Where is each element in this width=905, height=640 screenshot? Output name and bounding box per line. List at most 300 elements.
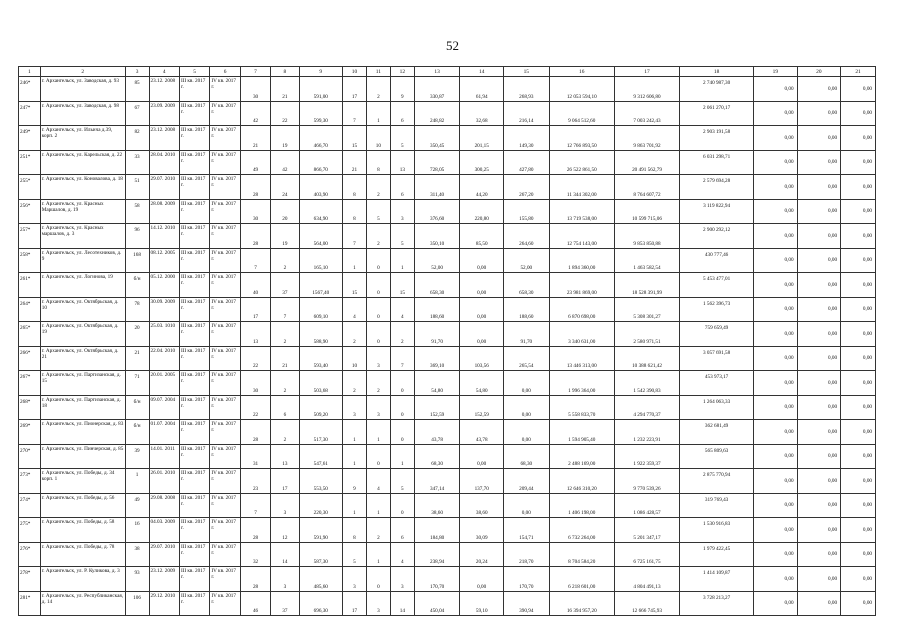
cell-resettled-count: 3 [271, 493, 299, 518]
cell-planned-end: IV кв. 2017 г. [210, 567, 240, 592]
cell-cost-local: 0,00 [754, 297, 798, 322]
cell-planned-end: IV кв. 2017 г. [210, 101, 240, 126]
table-row [19, 518, 876, 543]
cell-cost-extra: 0,00 [797, 591, 841, 616]
cell-planned-start: III кв. 2017 г. [179, 175, 209, 200]
cell-area-total: 350,10 [414, 224, 460, 249]
cell-house-number: 1 [125, 469, 149, 494]
cell-row-number: 247* [19, 101, 41, 126]
cell-address: г. Архангельск, ул. Пинчерская, д. 85 [40, 444, 125, 469]
cell-area-total: 248,82 [414, 101, 460, 126]
cell-row-number: 265* [19, 322, 41, 347]
cell-recognition-date: 20.01. 2005 [149, 371, 179, 396]
housing-program-table [18, 66, 876, 616]
table-row [19, 297, 876, 322]
cell-area-municipal: 0,00 [503, 420, 549, 445]
cell-planned-end: IV кв. 2017 г. [210, 346, 240, 371]
cell-planned-start: III кв. 2017 г. [179, 101, 209, 126]
cell-resettled-count: 22 [271, 101, 299, 126]
cell-area-municipal: 149,30 [503, 126, 549, 151]
cell-cost-other: 0,00 [841, 297, 876, 322]
cell-row-number: 266* [19, 346, 41, 371]
cell-rooms-private: 0 [366, 444, 390, 469]
cell-address: г. Архангельск, ул. Победы, д. 78 [40, 542, 125, 567]
cell-total-area: 591,00 [299, 77, 343, 102]
cell-resettled-count: 42 [271, 150, 299, 175]
cell-house-number: 39 [125, 444, 149, 469]
cell-rooms-municipal: 4 [390, 297, 414, 322]
cell-cost-total: 12 646 310,20 [549, 469, 614, 494]
cell-cost-total: 13 446 313,00 [549, 346, 614, 371]
cell-address: г. Архангельск, ул. Победы, д. 58 [40, 518, 125, 543]
cell-house-number: 67 [125, 101, 149, 126]
cell-area-municipal: 216,14 [503, 101, 549, 126]
cell-house-number: 71 [125, 371, 149, 396]
cell-cost-extra: 0,00 [797, 567, 841, 592]
cell-rooms-municipal: 13 [390, 150, 414, 175]
cell-cost-fund: 9 770 539,26 [614, 469, 679, 494]
cell-planned-end: IV кв. 2017 г. [210, 395, 240, 420]
cell-planned-end: IV кв. 2017 г. [210, 542, 240, 567]
cell-planned-start: III кв. 2017 г. [179, 395, 209, 420]
cell-planned-start: III кв. 2017 г. [179, 518, 209, 543]
header-col-21: 21 [841, 67, 876, 77]
cell-area-private: 0,00 [460, 322, 504, 347]
cell-rooms-municipal: 6 [390, 101, 414, 126]
cell-area-municipal: 427,80 [503, 150, 549, 175]
cell-rooms-total: 1 [343, 420, 367, 445]
cell-resettled-count: 14 [271, 542, 299, 567]
cell-planned-start: III кв. 2017 г. [179, 150, 209, 175]
cell-recognition-date: 28.08. 2009 [149, 199, 179, 224]
cell-house-number: 20 [125, 322, 149, 347]
cell-planned-end: IV кв. 2017 г. [210, 273, 240, 298]
cell-row-number: 255* [19, 175, 41, 200]
page-number: 52 [446, 38, 459, 53]
cell-address: г. Архангельск, ул. Октябрьская, д. 10 [40, 297, 125, 322]
cell-rooms-total: 2 [343, 371, 367, 396]
cell-total-area: 485,60 [299, 567, 343, 592]
cell-resettled-count: 12 [271, 518, 299, 543]
cell-cost-local: 0,00 [754, 126, 798, 151]
cell-cost-region: 362 681,49 [680, 420, 754, 445]
cell-house-number: 78 [125, 297, 149, 322]
cell-residents-count: 49 [240, 150, 270, 175]
cell-area-total: 350,45 [414, 126, 460, 151]
cell-area-municipal: 0,00 [503, 493, 549, 518]
cell-cost-region: 3 057 691,58 [680, 346, 754, 371]
cell-area-municipal: 0,00 [503, 395, 549, 420]
cell-rooms-total: 10 [343, 346, 367, 371]
table-row [19, 126, 876, 151]
cell-cost-fund: 1 922 359,37 [614, 444, 679, 469]
cell-cost-local: 0,00 [754, 224, 798, 249]
cell-rooms-total: 17 [343, 77, 367, 102]
cell-address: г. Архангельск, ул. Лесотехников, д. 9 [40, 248, 125, 273]
cell-residents-count: 23 [240, 469, 270, 494]
cell-address: г. Архангельск, ул. Р. Куликова, д. 3 [40, 567, 125, 592]
table-row [19, 77, 876, 102]
cell-address: г. Архангельск, ул. Карельская, д. 22 [40, 150, 125, 175]
cell-rooms-municipal: 5 [390, 469, 414, 494]
cell-cost-fund: 12 666 745,93 [614, 591, 679, 616]
cell-resettled-count: 13 [271, 444, 299, 469]
cell-cost-extra: 0,00 [797, 126, 841, 151]
cell-resettled-count: 19 [271, 224, 299, 249]
cell-rooms-total: 8 [343, 175, 367, 200]
cell-rooms-private: 0 [366, 322, 390, 347]
cell-cost-fund: 1 086 428,57 [614, 493, 679, 518]
cell-residents-count: 21 [240, 126, 270, 151]
cell-house-number: 85 [125, 77, 149, 102]
cell-house-number: б/н [125, 395, 149, 420]
cell-cost-region: 2 903 191,58 [680, 126, 754, 151]
cell-resettled-count: 2 [271, 371, 299, 396]
cell-cost-region: 565 809,63 [680, 444, 754, 469]
cell-residents-count: 7 [240, 248, 270, 273]
table-row [19, 346, 876, 371]
cell-cost-extra: 0,00 [797, 101, 841, 126]
cell-cost-region: 319 769,43 [680, 493, 754, 518]
header-col-5: 5 [179, 67, 209, 77]
cell-rooms-total: 3 [343, 567, 367, 592]
cell-address: г. Архангельск, ул. Победы, д. 56 [40, 493, 125, 518]
cell-cost-local: 0,00 [754, 567, 798, 592]
cell-rooms-total: 3 [343, 395, 367, 420]
cell-address: г. Архангельск, ул. Партизанская, д. 18 [40, 395, 125, 420]
table-row [19, 224, 876, 249]
cell-area-total: 152,59 [414, 395, 460, 420]
cell-planned-start: III кв. 2017 г. [179, 420, 209, 445]
cell-cost-other: 0,00 [841, 542, 876, 567]
table-row [19, 567, 876, 592]
cell-cost-local: 0,00 [754, 150, 798, 175]
cell-area-municipal: 265,54 [503, 346, 549, 371]
cell-area-total: 369,10 [414, 346, 460, 371]
cell-area-municipal: 68,30 [503, 444, 549, 469]
cell-house-number: 21 [125, 346, 149, 371]
cell-planned-end: IV кв. 2017 г. [210, 371, 240, 396]
cell-total-area: 696,30 [299, 591, 343, 616]
cell-house-number: 16 [125, 518, 149, 543]
cell-cost-extra: 0,00 [797, 420, 841, 445]
cell-recognition-date: 23.12. 2008 [149, 77, 179, 102]
cell-row-number: 281* [19, 591, 41, 616]
cell-cost-local: 0,00 [754, 248, 798, 273]
cell-house-number: 38 [125, 542, 149, 567]
cell-area-municipal: 155,80 [503, 199, 549, 224]
cell-cost-local: 0,00 [754, 273, 798, 298]
cell-cost-extra: 0,00 [797, 224, 841, 249]
cell-total-area: 609,10 [299, 297, 343, 322]
cell-rooms-private: 2 [366, 224, 390, 249]
cell-area-total: 347,14 [414, 469, 460, 494]
table-row [19, 273, 876, 298]
header-col-1: 1 [19, 67, 41, 77]
cell-row-number: 267* [19, 371, 41, 396]
cell-area-municipal: 188,60 [503, 297, 549, 322]
cell-recognition-date: 05.12. 2000 [149, 273, 179, 298]
cell-planned-end: IV кв. 2017 г. [210, 420, 240, 445]
cell-residents-count: 28 [240, 175, 270, 200]
cell-cost-other: 0,00 [841, 150, 876, 175]
cell-area-total: 238,94 [414, 542, 460, 567]
cell-area-total: 170,70 [414, 567, 460, 592]
cell-cost-local: 0,00 [754, 175, 798, 200]
cell-cost-region: 2 740 987,30 [680, 77, 754, 102]
cell-cost-total: 12 053 594,10 [549, 77, 614, 102]
cell-cost-local: 0,00 [754, 199, 798, 224]
header-col-9: 9 [299, 67, 343, 77]
cell-cost-region: 1 530 916,83 [680, 518, 754, 543]
table-row [19, 371, 876, 396]
cell-rooms-total: 7 [343, 101, 367, 126]
cell-cost-other: 0,00 [841, 493, 876, 518]
cell-cost-region: 1 562 396,73 [680, 297, 754, 322]
cell-residents-count: 46 [240, 591, 270, 616]
cell-row-number: 269* [19, 420, 41, 445]
table-row [19, 248, 876, 273]
header-col-7: 7 [240, 67, 270, 77]
cell-address: г. Архангельск, ул. Заводская, д. 93 [40, 77, 125, 102]
table-row [19, 591, 876, 616]
cell-cost-extra: 0,00 [797, 199, 841, 224]
table-row [19, 175, 876, 200]
cell-cost-total: 16 394 957,20 [549, 591, 614, 616]
cell-rooms-private: 0 [366, 297, 390, 322]
cell-rooms-municipal: 9 [390, 77, 414, 102]
cell-resettled-count: 17 [271, 469, 299, 494]
cell-row-number: 257* [19, 224, 41, 249]
cell-cost-total: 11 344 302,00 [549, 175, 614, 200]
cell-house-number: 93 [125, 567, 149, 592]
cell-resettled-count: 2 [271, 420, 299, 445]
table-row [19, 542, 876, 567]
cell-residents-count: 28 [240, 518, 270, 543]
cell-cost-fund: 4 804 491,13 [614, 567, 679, 592]
cell-cost-other: 0,00 [841, 224, 876, 249]
cell-house-number: 51 [125, 175, 149, 200]
cell-cost-fund: 20 491 562,79 [614, 150, 679, 175]
cell-area-municipal: 658,30 [503, 273, 549, 298]
cell-area-total: 188,60 [414, 297, 460, 322]
cell-cost-total: 12 766 893,50 [549, 126, 614, 151]
cell-residents-count: 22 [240, 395, 270, 420]
cell-cost-local: 0,00 [754, 444, 798, 469]
cell-house-number: б/н [125, 420, 149, 445]
cell-cost-extra: 0,00 [797, 371, 841, 396]
cell-planned-start: III кв. 2017 г. [179, 126, 209, 151]
cell-area-municipal: 264,60 [503, 224, 549, 249]
cell-recognition-date: 30.09. 2009 [149, 297, 179, 322]
cell-rooms-total: 17 [343, 591, 367, 616]
cell-area-municipal: 268,93 [503, 77, 549, 102]
cell-total-area: 509,20 [299, 395, 343, 420]
header-col-18: 18 [680, 67, 754, 77]
cell-rooms-total: 8 [343, 199, 367, 224]
cell-house-number: 168 [125, 248, 149, 273]
cell-cost-other: 0,00 [841, 469, 876, 494]
cell-resettled-count: 6 [271, 395, 299, 420]
cell-address: г. Архангельск, ул. Ильича д.39, корп. 2 [40, 126, 125, 151]
cell-residents-count: 28 [240, 567, 270, 592]
cell-cost-total: 3 340 631,00 [549, 322, 614, 347]
cell-area-private: 85,50 [460, 224, 504, 249]
cell-resettled-count: 21 [271, 77, 299, 102]
cell-rooms-total: 5 [343, 542, 367, 567]
cell-planned-start: III кв. 2017 г. [179, 542, 209, 567]
cell-cost-region: 3 728 213,27 [680, 591, 754, 616]
cell-area-private: 0,00 [460, 444, 504, 469]
table-row [19, 420, 876, 445]
cell-cost-fund: 7 003 242,43 [614, 101, 679, 126]
cell-cost-total: 2 488 169,00 [549, 444, 614, 469]
cell-planned-start: III кв. 2017 г. [179, 199, 209, 224]
cell-cost-region: 430 777,46 [680, 248, 754, 273]
cell-area-municipal: 267,20 [503, 175, 549, 200]
cell-recognition-date: 14.01. 2011 [149, 444, 179, 469]
cell-resettled-count: 7 [271, 297, 299, 322]
cell-recognition-date: 14.12. 2010 [149, 224, 179, 249]
header-col-3: 3 [125, 67, 149, 77]
cell-address: г. Архангельск, ул. Красных Маршалов, д. 19 [40, 199, 125, 224]
cell-area-total: 43,78 [414, 420, 460, 445]
cell-house-number: 58 [125, 199, 149, 224]
cell-residents-count: 32 [240, 542, 270, 567]
cell-row-number: 273* [19, 469, 41, 494]
cell-recognition-date: 23.12. 2009 [149, 567, 179, 592]
cell-area-private: 38,60 [460, 493, 504, 518]
cell-cost-other: 0,00 [841, 371, 876, 396]
cell-total-area: 564,00 [299, 224, 343, 249]
cell-rooms-private: 0 [366, 567, 390, 592]
cell-area-municipal: 170,70 [503, 567, 549, 592]
cell-cost-fund: 9 863 701,92 [614, 126, 679, 151]
cell-recognition-date: 23.09. 2009 [149, 101, 179, 126]
cell-planned-end: IV кв. 2017 г. [210, 199, 240, 224]
cell-planned-start: III кв. 2017 г. [179, 591, 209, 616]
cell-area-private: 61,94 [460, 77, 504, 102]
cell-resettled-count: 21 [271, 346, 299, 371]
cell-row-number: 270* [19, 444, 41, 469]
cell-rooms-municipal: 2 [390, 322, 414, 347]
cell-area-municipal: 0,00 [503, 371, 549, 396]
cell-row-number: 256* [19, 199, 41, 224]
cell-rooms-private: 0 [366, 248, 390, 273]
cell-cost-local: 0,00 [754, 371, 798, 396]
cell-cost-region: 2 900 292,12 [680, 224, 754, 249]
cell-resettled-count: 24 [271, 175, 299, 200]
cell-recognition-date: 29.08. 2008 [149, 493, 179, 518]
cell-cost-region: 2 875 770,94 [680, 469, 754, 494]
cell-cost-local: 0,00 [754, 469, 798, 494]
cell-row-number: 258* [19, 248, 41, 273]
cell-address: г. Архангельск, ул. Октябрьская, д. 19 [40, 322, 125, 347]
cell-row-number: 275* [19, 518, 41, 543]
cell-planned-start: III кв. 2017 г. [179, 322, 209, 347]
cell-cost-region: 1 264 063,33 [680, 395, 754, 420]
cell-rooms-total: 7 [343, 224, 367, 249]
cell-cost-total: 5 558 833,70 [549, 395, 614, 420]
cell-address: г. Архангельск, ул. Красных маршалов, д. 3 [40, 224, 125, 249]
cell-cost-fund: 4 294 770,37 [614, 395, 679, 420]
cell-cost-region: 1 979 422,45 [680, 542, 754, 567]
header-col-20: 20 [797, 67, 841, 77]
cell-rooms-private: 3 [366, 346, 390, 371]
cell-rooms-private: 10 [366, 126, 390, 151]
cell-rooms-private: 3 [366, 591, 390, 616]
cell-recognition-date: 26.01. 2010 [149, 469, 179, 494]
cell-row-number: 261* [19, 273, 41, 298]
cell-area-private: 20,24 [460, 542, 504, 567]
cell-planned-end: IV кв. 2017 г. [210, 77, 240, 102]
cell-cost-fund: 10 599 715,06 [614, 199, 679, 224]
cell-residents-count: 42 [240, 101, 270, 126]
cell-recognition-date: 25.03. 1010 [149, 322, 179, 347]
cell-cost-other: 0,00 [841, 77, 876, 102]
cell-cost-total: 1 406 198,00 [549, 493, 614, 518]
cell-cost-other: 0,00 [841, 126, 876, 151]
table-row [19, 493, 876, 518]
cell-rooms-total: 1 [343, 248, 367, 273]
cell-area-total: 52,00 [414, 248, 460, 273]
cell-cost-total: 13 719 538,00 [549, 199, 614, 224]
header-col-13: 13 [414, 67, 460, 77]
cell-area-private: 152,59 [460, 395, 504, 420]
cell-planned-start: III кв. 2017 г. [179, 273, 209, 298]
cell-rooms-municipal: 0 [390, 493, 414, 518]
cell-cost-other: 0,00 [841, 322, 876, 347]
cell-planned-start: III кв. 2017 г. [179, 493, 209, 518]
cell-cost-other: 0,00 [841, 518, 876, 543]
cell-recognition-date: 01.07. 2004 [149, 420, 179, 445]
cell-recognition-date: 22.04. 2010 [149, 346, 179, 371]
cell-row-number: 268* [19, 395, 41, 420]
cell-cost-fund: 8 764 607,72 [614, 175, 679, 200]
cell-planned-end: IV кв. 2017 г. [210, 126, 240, 151]
cell-area-municipal: 209,44 [503, 469, 549, 494]
cell-cost-total: 9 064 512,60 [549, 101, 614, 126]
cell-address: г. Архангельск, ул. Коновалова, д. 18 [40, 175, 125, 200]
cell-cost-extra: 0,00 [797, 322, 841, 347]
cell-rooms-total: 21 [343, 150, 367, 175]
header-col-2: 2 [40, 67, 125, 77]
cell-cost-other: 0,00 [841, 175, 876, 200]
cell-rooms-municipal: 4 [390, 542, 414, 567]
cell-area-private: 0,00 [460, 248, 504, 273]
cell-rooms-municipal: 15 [390, 273, 414, 298]
cell-cost-other: 0,00 [841, 591, 876, 616]
cell-cost-extra: 0,00 [797, 493, 841, 518]
cell-area-total: 330,87 [414, 77, 460, 102]
cell-recognition-date: 29.07. 2010 [149, 175, 179, 200]
cell-address: г. Архангельск, ул. Заводская, д. 98 [40, 101, 125, 126]
cell-cost-local: 0,00 [754, 420, 798, 445]
cell-rooms-total: 15 [343, 273, 367, 298]
cell-total-area: 553,50 [299, 469, 343, 494]
cell-planned-start: III кв. 2017 г. [179, 297, 209, 322]
cell-rooms-total: 15 [343, 126, 367, 151]
cell-planned-start: III кв. 2017 г. [179, 567, 209, 592]
cell-cost-local: 0,00 [754, 322, 798, 347]
header-col-4: 4 [149, 67, 179, 77]
cell-planned-start: III кв. 2017 г. [179, 248, 209, 273]
cell-rooms-municipal: 0 [390, 420, 414, 445]
cell-total-area: 220,30 [299, 493, 343, 518]
cell-rooms-municipal: 1 [390, 248, 414, 273]
cell-rooms-municipal: 5 [390, 224, 414, 249]
cell-cost-extra: 0,00 [797, 150, 841, 175]
